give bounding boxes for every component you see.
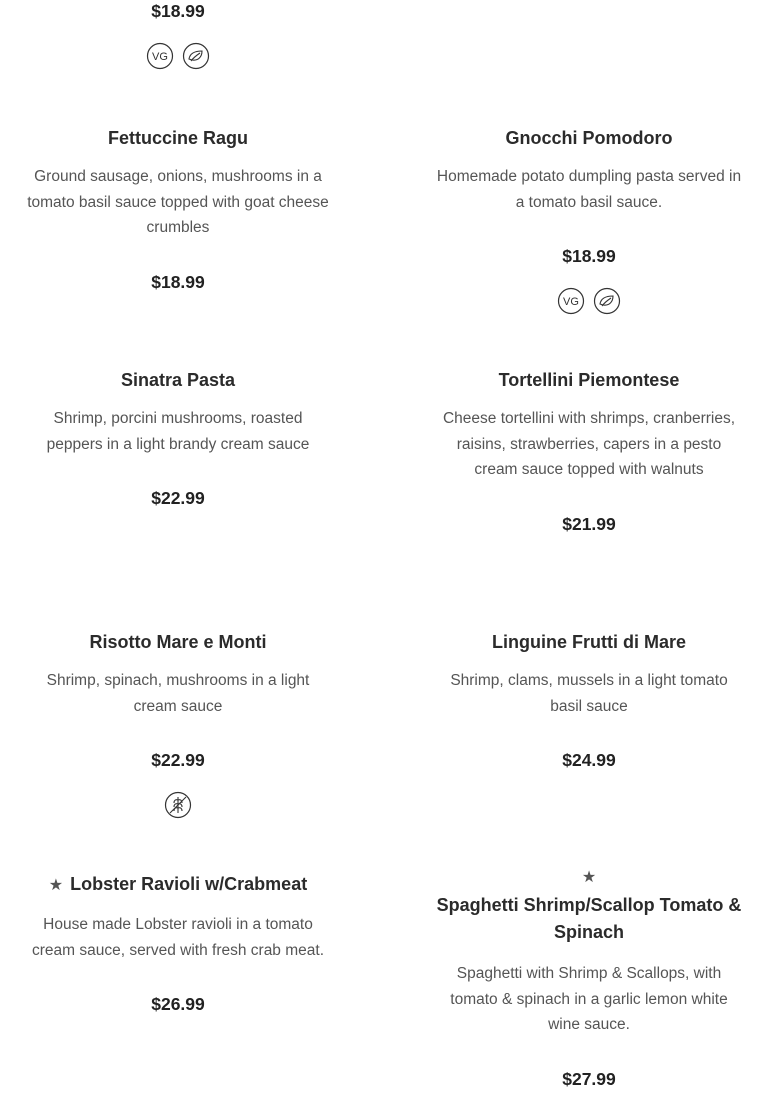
item-description: Cheese tortellini with shrimps, cranberries, raisins, strawberries, capers in a pesto cream sauce topped with walnuts	[442, 410, 736, 479]
item-price: $27.99	[562, 1069, 616, 1090]
item-name: Sinatra Pasta	[120, 370, 236, 390]
gluten-free-icon	[164, 791, 192, 819]
menu-item-lobster-ravioli[interactable]	[22, 873, 334, 1015]
menu-item-spaghetti-shrimp-scallop[interactable]	[434, 870, 744, 1090]
dietary-icons	[22, 42, 334, 70]
item-price: $24.99	[562, 750, 616, 771]
item-name: Spaghetti Shrimp/Scallop Tomato & Spinach	[436, 895, 742, 942]
menu-item-gnocchi-pomodoro[interactable]	[434, 127, 744, 315]
item-description: Ground sausage, onions, mushrooms in a tomato basil sauce topped with goat cheese crumbles	[27, 168, 329, 237]
dietary-icons	[434, 287, 744, 315]
item-name: Lobster Ravioli w/Crabmeat	[70, 874, 308, 894]
item-description: Spaghetti with Shrimp & Scallops, with tomato & spinach in a garlic lemon white wine sauce.	[450, 965, 728, 1034]
menu-item-sinatra-pasta[interactable]	[22, 369, 334, 509]
item-name: Fettuccine Ragu	[107, 128, 249, 148]
menu-item-fettuccine-ragu[interactable]	[22, 127, 334, 293]
item-name: Gnocchi Pomodoro	[505, 128, 673, 148]
item-price: $18.99	[151, 272, 205, 293]
item-description: Shrimp, spinach, mushrooms in a light cream sauce	[46, 672, 310, 715]
item-price: $22.99	[151, 750, 205, 771]
item-description: House made Lobster ravioli in a tomato cream sauce, served with fresh crab meat.	[31, 916, 325, 959]
vegetarian-icon	[593, 287, 621, 315]
vegan-icon	[146, 42, 174, 70]
item-price: $21.99	[562, 514, 616, 535]
menu-item-top	[22, 0, 334, 70]
svg-text:VG: VG	[563, 296, 579, 309]
item-description: Homemade potato dumpling pasta served in a tomato basil sauce.	[436, 168, 742, 211]
item-name: Tortellini Piemontese	[498, 370, 680, 390]
menu-item-risotto-mare-e-monti[interactable]	[22, 631, 334, 819]
vegan-icon	[557, 287, 585, 315]
star-icon: ★	[581, 869, 597, 886]
item-price: $18.99	[151, 1, 205, 21]
item-price: $18.99	[562, 246, 616, 267]
item-description: Shrimp, porcini mushrooms, roasted peppers in a light brandy cream sauce	[46, 410, 310, 453]
vegetarian-icon	[182, 42, 210, 70]
menu-item-tortellini-piemontese[interactable]	[434, 369, 744, 535]
dietary-icons	[22, 791, 334, 819]
item-price: $26.99	[151, 994, 205, 1015]
item-description: Shrimp, clams, mussels in a light tomato basil sauce	[450, 672, 728, 715]
star-icon: ★	[48, 877, 64, 894]
item-name: Linguine Frutti di Mare	[492, 632, 686, 652]
svg-text:VG: VG	[152, 51, 168, 63]
item-name: Risotto Mare e Monti	[89, 632, 267, 652]
menu-item-linguine-frutti-di-mare[interactable]	[434, 631, 744, 771]
item-price: $22.99	[151, 488, 205, 509]
